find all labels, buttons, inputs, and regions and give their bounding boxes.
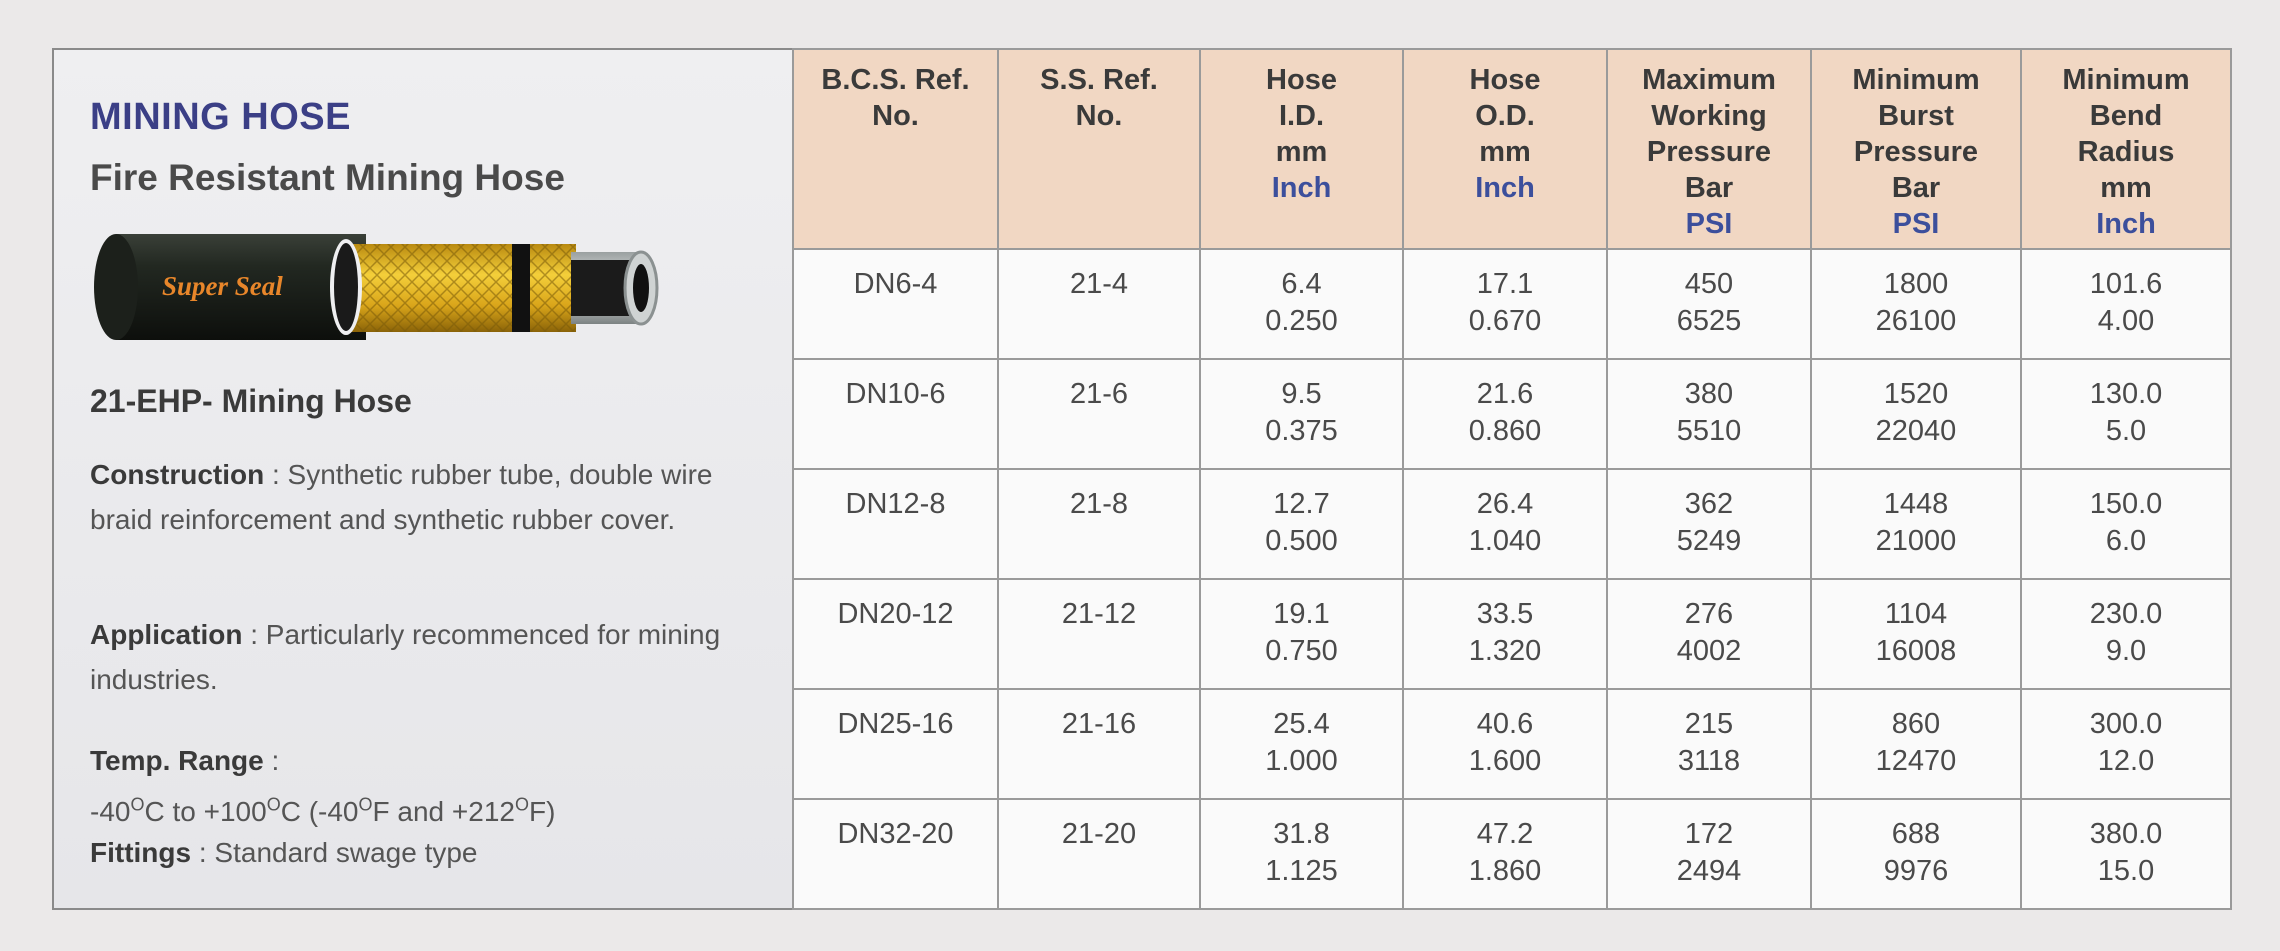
cell-value: 25.4	[1273, 708, 1330, 740]
column-header-unit: Inch	[1475, 172, 1535, 204]
table-row	[793, 689, 2231, 799]
table-cell	[1811, 689, 2021, 799]
fittings-text	[90, 830, 770, 875]
spec-table	[792, 48, 2232, 910]
product-subtitle: Fire Resistant Mining Hose	[90, 157, 565, 198]
column-header-line: Hose	[1469, 64, 1541, 96]
table-cell	[1811, 359, 2021, 469]
column-header-line: Working	[1651, 100, 1767, 132]
cell-value: 47.2	[1476, 818, 1534, 850]
table-cell	[2021, 359, 2231, 469]
column-header-line: Pressure	[1853, 136, 1979, 168]
cell-value: 1.000	[1265, 745, 1338, 777]
column-header-line: Radius	[2077, 136, 2175, 168]
cell-value: DN6-4	[853, 268, 938, 300]
cell-value: DN10-6	[845, 378, 946, 410]
temp-range-label: Temp. Range	[90, 745, 264, 776]
table-cell	[1811, 579, 2021, 689]
spec-table-header-row	[793, 49, 2231, 249]
temp-range-text: Temp. Range : $-40^OC$ to $+100^OC$ ($-40^OF$ and $+212^OF$)	[90, 745, 556, 828]
column-header-unit: PSI	[1685, 208, 1733, 240]
table-cell	[2021, 799, 2231, 909]
table-cell	[998, 579, 1200, 689]
cell-value: 9.0	[2105, 635, 2147, 667]
cell-value: 21-20	[1061, 818, 1137, 850]
table-cell	[1200, 469, 1403, 579]
construction-label: Construction	[90, 459, 265, 490]
cell-value: 21-8	[1069, 488, 1129, 520]
table-cell	[1200, 249, 1403, 359]
cell-value: DN25-16	[837, 708, 954, 740]
column-header-line: I.D.	[1278, 100, 1325, 132]
cell-value: 19.1	[1273, 598, 1330, 630]
table-cell	[1811, 469, 2021, 579]
table-row	[793, 579, 2231, 689]
cell-value: 9976	[1883, 855, 1949, 887]
cell-value: 1.040	[1468, 525, 1542, 557]
table-cell	[2021, 689, 2231, 799]
column-header-line: Minimum	[1852, 64, 1980, 96]
table-cell	[793, 689, 998, 799]
cell-value: 1.125	[1265, 855, 1338, 887]
table-cell	[793, 359, 998, 469]
table-cell	[2021, 469, 2231, 579]
column-header-line: Burst	[1878, 100, 1954, 132]
table-cell	[1607, 359, 1811, 469]
column-header-unit: PSI	[1892, 208, 1940, 240]
column-header-line: B.C.S. Ref.	[821, 64, 970, 96]
column-header-unit: Inch	[1271, 172, 1332, 204]
table-cell	[1403, 249, 1607, 359]
cell-value: 5249	[1676, 525, 1742, 557]
cell-value: 26100	[1875, 305, 1957, 337]
column-header-line: mm	[1275, 136, 1328, 168]
cell-value: 21-4	[1069, 268, 1129, 300]
cell-value: 1800	[1883, 268, 1949, 300]
cell-value: 4.00	[2097, 305, 2155, 337]
table-cell	[1811, 249, 2021, 359]
cell-value: 15.0	[2097, 855, 2155, 887]
cell-value: 22040	[1875, 415, 1957, 447]
cell-value: 130.0	[2089, 378, 2163, 410]
table-cell	[793, 469, 998, 579]
cell-value: 12.0	[2097, 745, 2155, 777]
cell-value: 21.6	[1476, 378, 1534, 410]
table-cell	[2021, 249, 2231, 359]
table-row	[793, 799, 2231, 909]
cell-value: 33.5	[1476, 598, 1534, 630]
cell-value: 0.860	[1468, 415, 1542, 447]
cell-value: 230.0	[2089, 598, 2163, 630]
temp-range-value: $-40^OC$ to $+100^OC$ ($-40^OF$ and $+212^OF$)	[90, 795, 556, 828]
table-cell	[998, 799, 1200, 909]
cell-value: 12.7	[1273, 488, 1330, 520]
table-cell	[793, 249, 998, 359]
table-cell	[1607, 249, 1811, 359]
cell-value: 3118	[1677, 745, 1741, 777]
table-cell	[998, 359, 1200, 469]
construction-text	[90, 452, 770, 542]
cell-value: 6.0	[2105, 525, 2147, 557]
cell-value: 0.500	[1265, 525, 1338, 557]
column-header-line: mm	[2100, 172, 2152, 204]
construction-desc: : Synthetic rubber tube, double wire braid reinforcement and synthetic rubber cover.	[90, 459, 713, 535]
cell-value: 450	[1684, 268, 1734, 300]
product-category-title: MINING HOSE	[90, 96, 351, 138]
column-header	[1607, 49, 1811, 249]
cell-value: 12470	[1875, 745, 1957, 777]
table-cell	[1607, 579, 1811, 689]
column-header-line: Pressure	[1646, 136, 1772, 168]
column-header	[793, 49, 998, 249]
table-cell	[1403, 689, 1607, 799]
column-header-unit: Inch	[2096, 208, 2156, 240]
cell-value: 26.4	[1476, 488, 1534, 520]
cell-value: 276	[1684, 598, 1734, 630]
cell-value: DN12-8	[845, 488, 946, 520]
brand-label: Super Seal	[162, 271, 283, 301]
column-header	[2021, 49, 2231, 249]
column-header-line: S.S. Ref.	[1040, 64, 1158, 96]
table-cell	[1811, 799, 2021, 909]
table-cell	[998, 689, 1200, 799]
application-text	[90, 612, 770, 702]
cell-value: 17.1	[1476, 268, 1534, 300]
hose-image	[76, 226, 676, 348]
cell-value: 5.0	[2105, 415, 2147, 447]
table-cell	[1403, 579, 1607, 689]
cell-value: 101.6	[2089, 268, 2163, 300]
table-cell	[1200, 689, 1403, 799]
column-header-line: Minimum	[2062, 64, 2190, 96]
column-header	[1811, 49, 2021, 249]
cell-value: DN32-20	[837, 818, 954, 850]
column-header-line: Bend	[2089, 100, 2163, 132]
cell-value: 1104	[1884, 598, 1948, 630]
column-header-line: Hose	[1266, 64, 1337, 96]
cell-value: 40.6	[1476, 708, 1534, 740]
table-row	[793, 359, 2231, 469]
cell-value: 0.750	[1265, 635, 1338, 667]
table-row	[793, 249, 2231, 359]
cell-value: 1.600	[1468, 745, 1542, 777]
cell-value: 21-12	[1061, 598, 1137, 630]
cell-value: 0.250	[1265, 305, 1338, 337]
column-header-line: mm	[1479, 136, 1531, 168]
cell-value: 21-16	[1061, 708, 1137, 740]
column-header-line: No.	[872, 100, 919, 132]
cell-value: 2494	[1676, 855, 1742, 887]
cell-value: 0.375	[1265, 415, 1338, 447]
table-cell	[1607, 689, 1811, 799]
cell-value: 362	[1684, 488, 1734, 520]
cell-value: 0.670	[1468, 305, 1542, 337]
table-cell	[1200, 799, 1403, 909]
table-cell	[1403, 359, 1607, 469]
cell-value: 1448	[1883, 488, 1949, 520]
table-cell	[793, 799, 998, 909]
cell-value: 16008	[1875, 635, 1957, 667]
table-cell	[793, 579, 998, 689]
application-desc: : Particularly recommenced for mining industries.	[90, 619, 721, 695]
cell-value: 172	[1684, 818, 1734, 850]
cell-value: 4002	[1676, 635, 1742, 667]
cell-value: 5510	[1676, 415, 1742, 447]
cell-value: 9.5	[1281, 378, 1322, 410]
table-cell	[1403, 469, 1607, 579]
table-cell	[998, 249, 1200, 359]
cell-value: DN20-12	[837, 598, 954, 630]
column-header	[1200, 49, 1403, 249]
column-header-line: Bar	[1891, 172, 1941, 204]
column-header	[1403, 49, 1607, 249]
cell-value: 215	[1684, 708, 1734, 740]
table-cell	[998, 469, 1200, 579]
table-cell	[1200, 359, 1403, 469]
cell-value: 380.0	[2089, 818, 2163, 850]
cell-value: 1520	[1883, 378, 1949, 410]
table-cell	[1200, 579, 1403, 689]
cell-value: 1.320	[1468, 635, 1542, 667]
cell-value: 21000	[1875, 525, 1957, 557]
cell-value: 6525	[1676, 305, 1742, 337]
cell-value: 860	[1891, 708, 1941, 740]
model-name: 21-EHP- Mining Hose	[90, 383, 412, 419]
cell-value: 380	[1684, 378, 1734, 410]
table-cell	[1403, 799, 1607, 909]
cell-value: 21-6	[1069, 378, 1129, 410]
cell-value: 31.8	[1273, 818, 1330, 850]
application-label: Application	[90, 619, 243, 650]
cell-value: 300.0	[2089, 708, 2163, 740]
cell-value: 688	[1891, 818, 1941, 850]
column-header-line: No.	[1075, 100, 1123, 132]
cell-value: 150.0	[2089, 488, 2163, 520]
table-row	[793, 469, 2231, 579]
cell-value: 1.860	[1468, 855, 1542, 887]
column-header	[998, 49, 1200, 249]
column-header-line: Bar	[1684, 172, 1734, 204]
column-header-line: O.D.	[1475, 100, 1535, 132]
table-cell	[2021, 579, 2231, 689]
fittings-desc: : Standard swage type	[191, 837, 478, 868]
table-cell	[1607, 469, 1811, 579]
column-header-line: Maximum	[1642, 64, 1776, 96]
table-cell	[1607, 799, 1811, 909]
fittings-label: Fittings	[90, 837, 192, 868]
cell-value: 6.4	[1281, 268, 1322, 300]
